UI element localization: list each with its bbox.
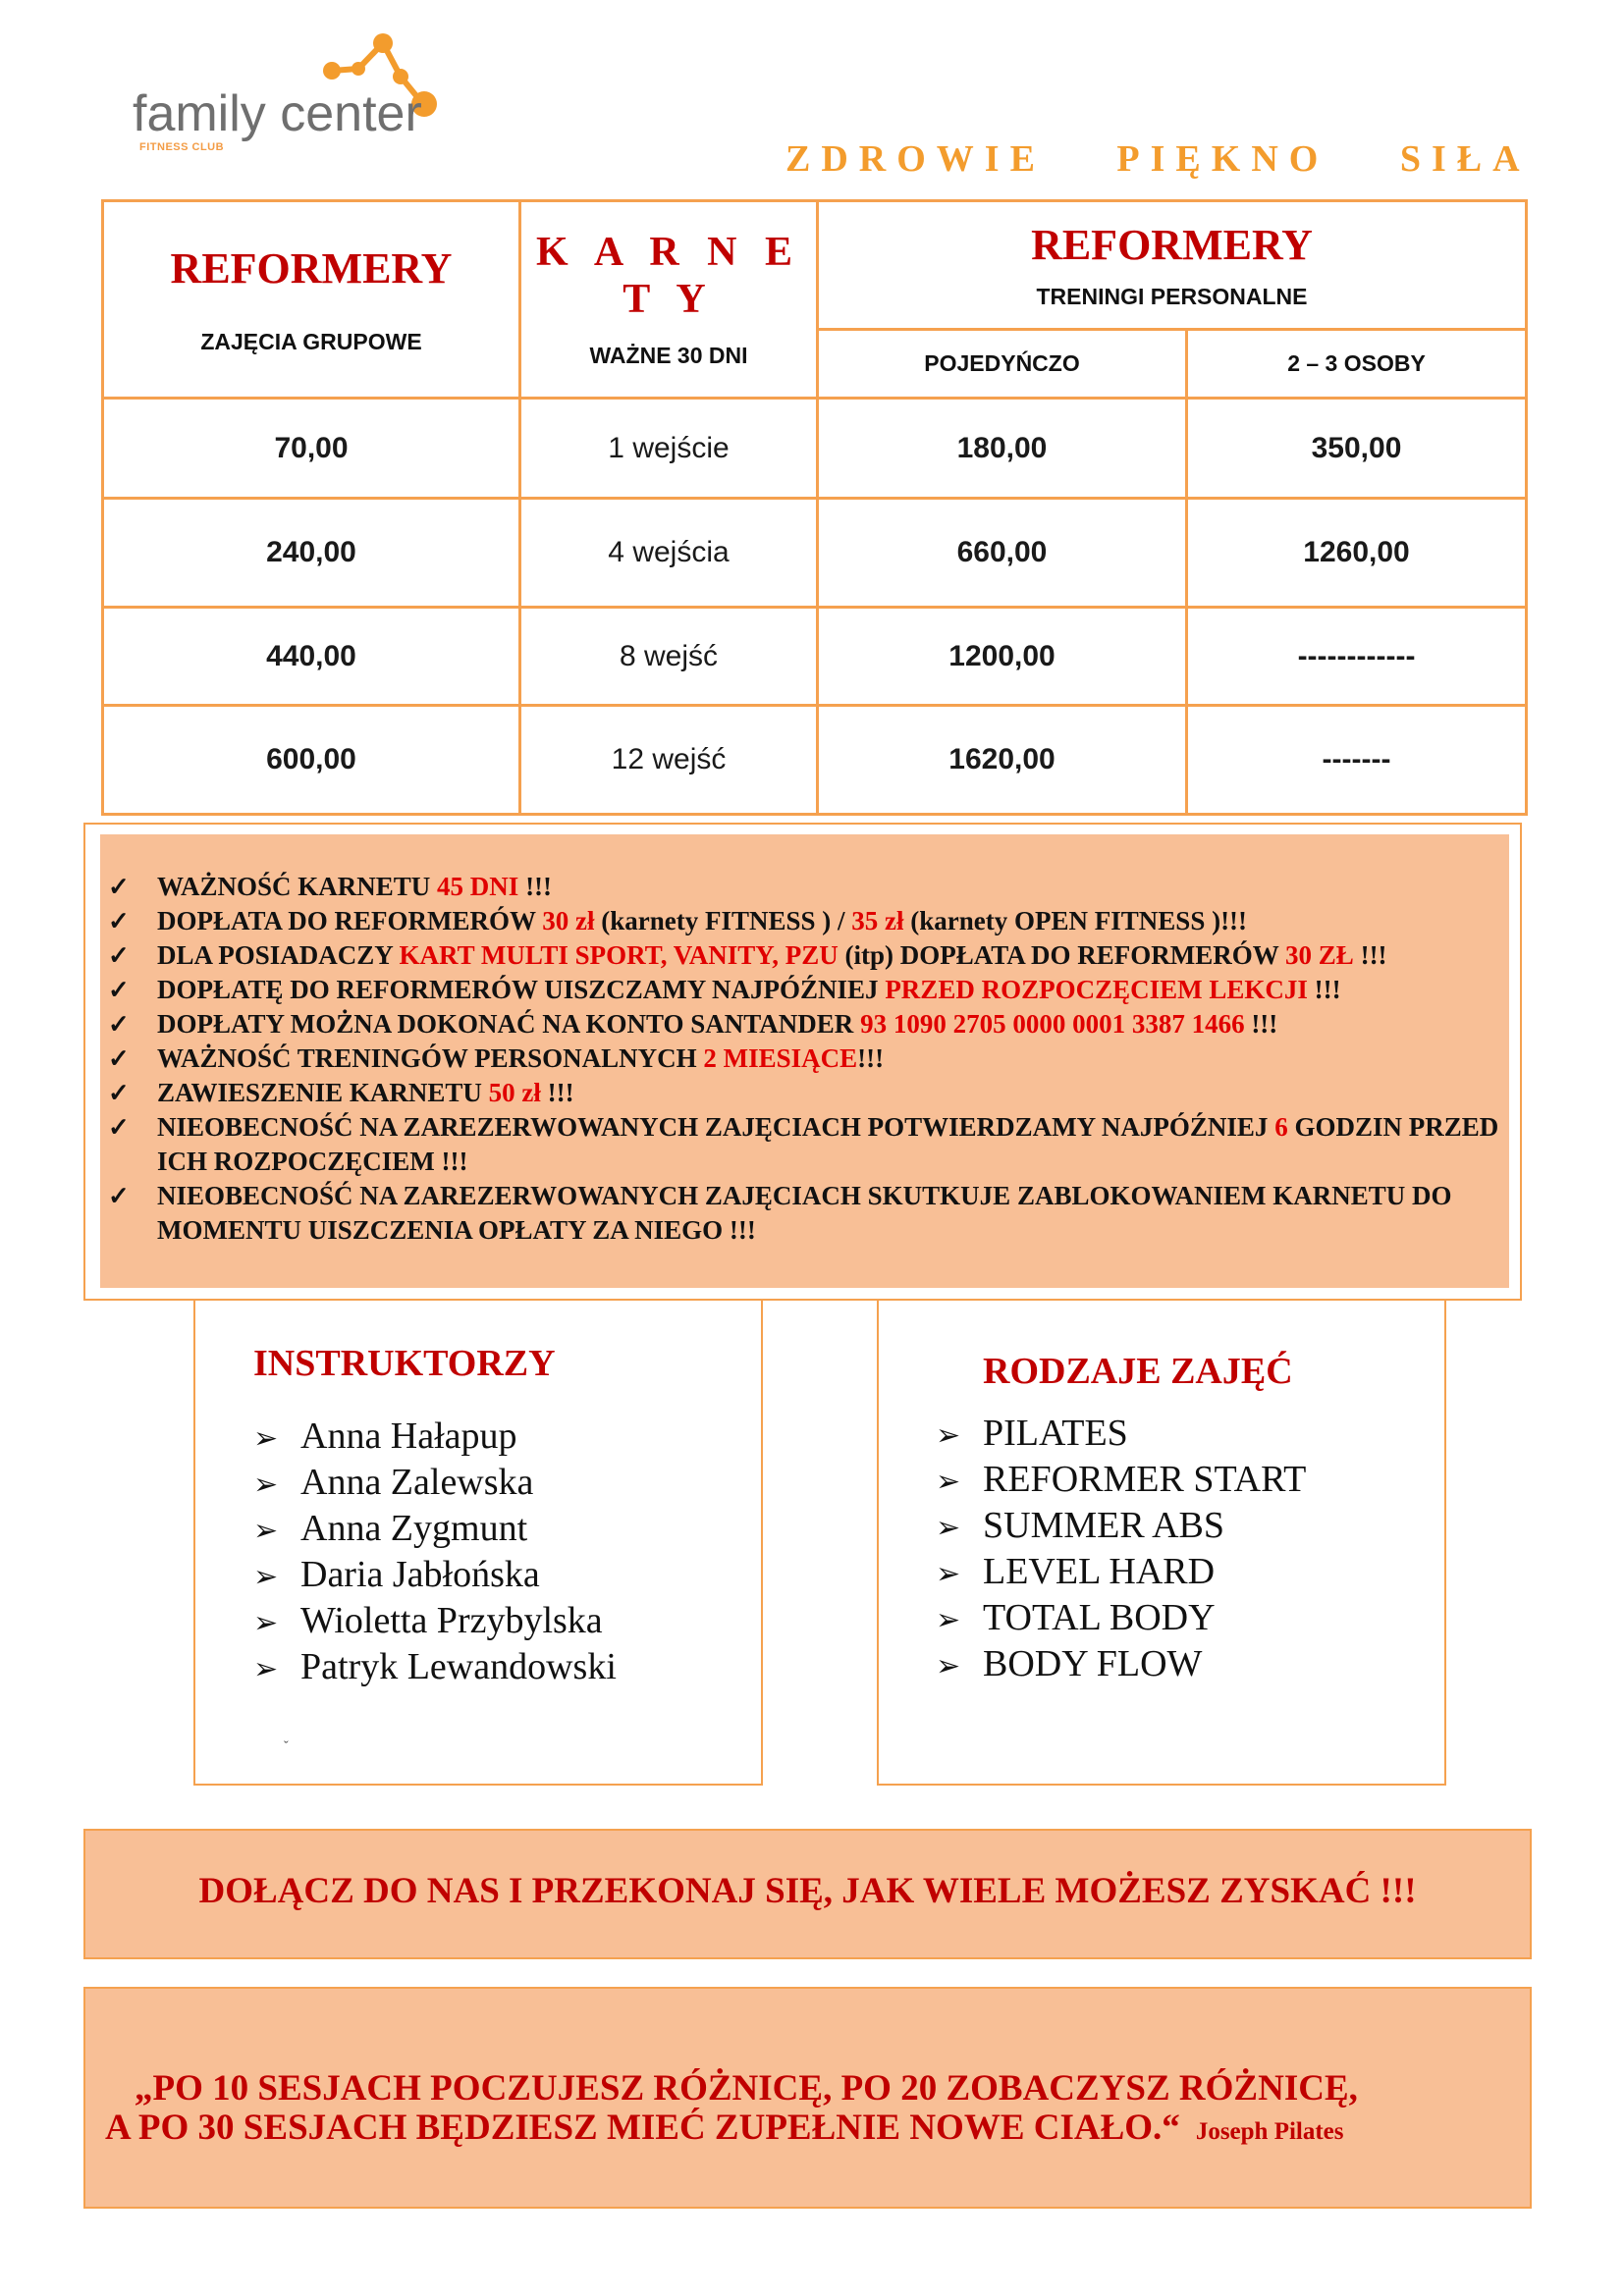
price-single: 1200,00 <box>818 607 1187 705</box>
slogan-word: PIĘKNO <box>1116 138 1329 180</box>
stray-mark: ˇ <box>284 1739 289 1754</box>
header-title: REFORMERY <box>1031 220 1313 269</box>
header-group-classes <box>103 201 520 399</box>
brand-name: family center <box>133 85 422 142</box>
header-subtitle: WAŻNE 30 DNI <box>589 343 748 369</box>
list-item: ➢ Anna Zygmunt <box>253 1507 617 1553</box>
list-item: ✓ ZAWIESZENIE KARNETU 50 zł !!! <box>108 1076 1512 1110</box>
list-item: ✓ NIEOBECNOŚĆ NA ZAREZERWOWANYCH ZAJĘCIACH SKUTKUJE ZABLOKOWANIEM KARNETU DO MOMENTU UISZCZENIA OPŁATY ZA NIEGO !!! <box>108 1181 1452 1245</box>
check-icon: ✓ <box>108 976 130 1004</box>
quote-text: A PO 30 SESJACH BĘDZIESZ MIEĆ ZUPEŁNIE NOWE CIAŁO.“ <box>105 2108 1180 2148</box>
check-icon: ✓ <box>108 1044 130 1073</box>
price-pair: 1260,00 <box>1187 499 1527 608</box>
price-group: 440,00 <box>103 607 520 705</box>
price-pair: 350,00 <box>1187 398 1527 498</box>
list-item: ✓ WAŻNOŚĆ KARNETU 45 DNI !!! <box>108 870 1512 904</box>
price-single: 1620,00 <box>818 706 1187 815</box>
header-personal-training <box>818 201 1527 330</box>
list-item: ✓ DOPŁATY MOŻNA DOKONAĆ NA KONTO SANTANDER 93 1090 2705 0000 0001 3387 1466 !!! <box>108 1007 1512 1041</box>
arrow-bullet-icon: ➢ <box>253 1422 279 1455</box>
slogan-word: ZDROWIE <box>785 138 1046 180</box>
brand-logo <box>128 29 452 167</box>
table-row <box>103 607 1527 705</box>
list-item: ✓ DOPŁATA DO REFORMERÓW 30 zł (karnety FITNESS ) / 35 zł (karnety OPEN FITNESS )!!! <box>108 904 1512 938</box>
entries: 4 wejścia <box>520 499 818 608</box>
join-banner <box>83 1829 1532 1959</box>
header-subtitle: TRENINGI PERSONALNE <box>1036 283 1308 309</box>
header-passes <box>520 201 818 399</box>
price-pair: ------- <box>1187 706 1527 815</box>
check-icon: ✓ <box>108 1079 130 1107</box>
list-item: ➢ LEVEL HARD <box>936 1550 1306 1596</box>
check-icon: ✓ <box>108 1182 130 1210</box>
entries: 1 wejście <box>520 398 818 498</box>
classes-title: RODZAJE ZAJĘĆ <box>983 1351 1293 1392</box>
price-single: 660,00 <box>818 499 1187 608</box>
list-item: ✓ NIEOBECNOŚĆ NA ZAREZERWOWANYCH ZAJĘCIACH POTWIERDZAMY NAJPÓŹNIEJ 6 GODZIN PRZED ICH ROZPOCZĘCIEM !!! <box>108 1112 1499 1176</box>
list-item: ➢ REFORMER START <box>936 1458 1306 1504</box>
header-subtitle: ZAJĘCIA GRUPOWE <box>200 328 422 354</box>
table-row <box>103 499 1527 608</box>
price-table <box>101 199 1525 816</box>
header-title: K A R N E T Y <box>535 230 802 323</box>
price-group: 600,00 <box>103 706 520 815</box>
arrow-bullet-icon: ➢ <box>936 1604 961 1636</box>
arrow-bullet-icon: ➢ <box>936 1650 961 1682</box>
table-row <box>103 706 1527 815</box>
check-icon: ✓ <box>108 1010 130 1039</box>
header-pair: 2 – 3 OSOBY <box>1187 329 1527 398</box>
price-single: 180,00 <box>818 398 1187 498</box>
arrow-bullet-icon: ➢ <box>936 1419 961 1452</box>
quote-line-2 <box>105 2107 1344 2149</box>
entries: 12 wejść <box>520 706 818 815</box>
list-item: ➢ Anna Zalewska <box>253 1461 617 1507</box>
arrow-bullet-icon: ➢ <box>936 1512 961 1544</box>
list-item: ➢ BODY FLOW <box>936 1642 1306 1688</box>
header-single: POJEDYŃCZO <box>818 329 1187 398</box>
quote-banner <box>83 1987 1532 2209</box>
instructors-list <box>253 1415 617 1691</box>
price-pair: ------------ <box>1187 607 1527 705</box>
list-item: ➢ Daria Jabłońska <box>253 1553 617 1599</box>
table-row <box>103 398 1527 498</box>
list-item: ➢ TOTAL BODY <box>936 1596 1306 1642</box>
list-item: ✓ WAŻNOŚĆ TRENINGÓW PERSONALNYCH 2 MIESIĄCE!!! <box>108 1041 1512 1076</box>
arrow-bullet-icon: ➢ <box>253 1561 279 1593</box>
entries: 8 wejść <box>520 607 818 705</box>
info-list <box>108 870 1512 1248</box>
price-group: 240,00 <box>103 499 520 608</box>
arrow-bullet-icon: ➢ <box>936 1466 961 1498</box>
list-item: ✓ DOPŁATĘ DO REFORMERÓW UISZCZAMY NAJPÓŹNIEJ PRZED ROZPOCZĘCIEM LEKCJI !!! <box>108 973 1512 1007</box>
header-title: REFORMERY <box>170 243 453 293</box>
check-icon: ✓ <box>108 873 130 901</box>
list-item: ➢ Anna Hałapup <box>253 1415 617 1461</box>
check-icon: ✓ <box>108 907 130 935</box>
quote-line-1: „PO 10 SESJACH POCZUJESZ RÓŻNICĘ, PO 20 ZOBACZYSZ RÓŻNICĘ, <box>135 2068 1358 2109</box>
price-group: 70,00 <box>103 398 520 498</box>
list-item: ➢ Patryk Lewandowski <box>253 1645 617 1691</box>
brand-subtitle: FITNESS CLUB <box>139 141 225 153</box>
arrow-bullet-icon: ➢ <box>936 1558 961 1590</box>
arrow-bullet-icon: ➢ <box>253 1653 279 1685</box>
list-item: ✓ DLA POSIADACZY KART MULTI SPORT, VANITY, PZU (itp) DOPŁATA DO REFORMERÓW 30 ZŁ !!! <box>108 938 1512 973</box>
list-item: ➢ Wioletta Przybylska <box>253 1599 617 1645</box>
slogan-word: SIŁA <box>1399 138 1531 180</box>
list-item: ➢ PILATES <box>936 1412 1306 1458</box>
check-icon: ✓ <box>108 941 130 970</box>
classes-box <box>877 1301 1446 1786</box>
join-text: DOŁĄCZ DO NAS I PRZEKONAJ SIĘ, JAK WIELE MOŻESZ ZYSKAĆ !!! <box>198 1871 1417 1911</box>
classes-list <box>936 1412 1306 1688</box>
instructors-box <box>193 1301 763 1786</box>
arrow-bullet-icon: ➢ <box>253 1468 279 1501</box>
check-icon: ✓ <box>108 1113 130 1142</box>
instructors-title: INSTRUKTORZY <box>253 1343 556 1384</box>
arrow-bullet-icon: ➢ <box>253 1607 279 1639</box>
list-item: ➢ SUMMER ABS <box>936 1504 1306 1550</box>
quote-author: Joseph Pilates <box>1195 2118 1344 2145</box>
slogan <box>785 137 1531 187</box>
arrow-bullet-icon: ➢ <box>253 1515 279 1547</box>
